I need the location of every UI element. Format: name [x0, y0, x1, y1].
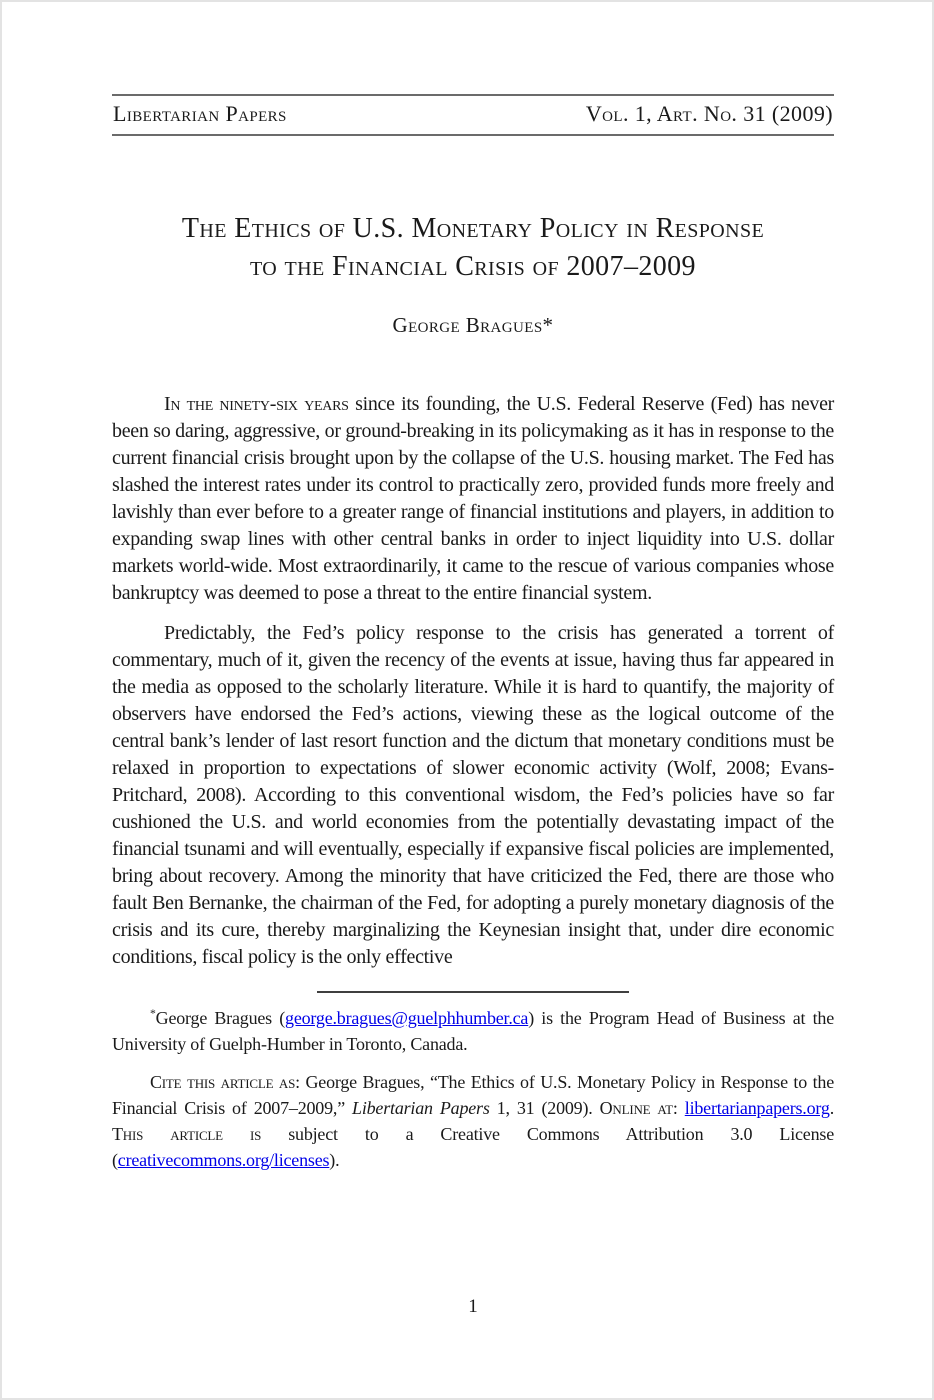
text-run: This article is	[112, 1124, 262, 1144]
volume-info: Vol. 1, Art. No. 31 (2009)	[585, 101, 833, 126]
hyperlink[interactable]: creativecommons.org/licenses	[117, 1150, 330, 1170]
text-run: since its founding, the U.S. Federal Reserve (Fed) has never been so daring, aggressive, or ground-breaking in its policymaking as it has in response to the current financial crisis brought upon by the collapse of the U.S. housing market. The Fed has slashed the interest rates under its control to practically zero, provided funds more freely and lavishly than ever before to a greater range of financial institutions and players, in addition to expanding swap lines with other central banks in order to inject liquidity into U.S. dollar markets world-wide. Most extraordinarily, it came to the rescue of various companies whose bankruptcy was deemed to pose a threat to the entire financial system.	[112, 393, 835, 604]
author-name: George Bragues*	[392, 313, 554, 337]
footnote-citation-note	[112, 1069, 834, 1173]
text-run: Online at	[599, 1098, 673, 1118]
text-run: Libertarian Papers	[352, 1098, 490, 1118]
page-number: 1	[468, 1296, 478, 1317]
journal-name: Libertarian Papers	[113, 101, 287, 126]
paragraph	[112, 391, 834, 607]
article-body	[112, 391, 834, 971]
text-run: *	[150, 1007, 156, 1020]
text-run: Cite this article as	[150, 1072, 296, 1092]
hyperlink[interactable]: george.bragues@guelphhumber.ca	[285, 1008, 529, 1028]
text-run: :	[672, 1098, 685, 1118]
page-content	[112, 2, 834, 1173]
text-run: In the ninety-six years	[164, 393, 349, 415]
text-run: Predictably, the Fed’s policy response to the crisis has generated a torrent of commentary, much of it, given the recency of the events at issue, having thus far appeared in the media as opposed to the scholarly literature. While it is hard to quantify, the majority of observers have endorsed the Fed’s actions, viewing these as the logical outcome of the central bank’s lender of last resort function and the dictum that monetary conditions must be relaxed in proportion to expectations of slower economic activity (Wolf, 2008; Evans-Pritchard, 2008). According to this conventional wisdom, the Fed’s policies have so far cushioned the U.S. and world economies from the potentially devastating impact of the financial tsunami and will eventually, especially if expansive fiscal policies are implemented, bring about recovery. Among the minority that have criticized the Fed, there are those who fault Ben Bernanke, the chairman of the Fed, for adopting a purely monetary diagnosis of the crisis and its cure, thereby marginalizing the Keynesian insight that, under dire economic conditions, fiscal policy is the only effective	[112, 622, 834, 968]
paragraph	[112, 620, 834, 971]
text-run: : George Bragues, “The Ethics of U.S. Monetary Policy in Response to the Financial Crisis of 2007–2009,”	[112, 1072, 834, 1118]
text-run: George Bragues (	[155, 1008, 286, 1028]
article-title	[112, 210, 834, 286]
article-title-line-1: The Ethics of U.S. Monetary Policy in Response	[181, 213, 765, 244]
hyperlink[interactable]: libertarianpapers.org	[684, 1098, 830, 1118]
text-run: ).	[329, 1150, 340, 1170]
text-run: subject to a Creative Commons Attribution 3.0 License (	[112, 1124, 834, 1170]
text-run: ) is the Program Head of Business at the University of Guelph-Humber in Toronto, Canada.	[112, 1008, 834, 1054]
footnote-author-note	[112, 1005, 834, 1057]
article-title-line-2: to the Financial Crisis of 2007–2009	[250, 251, 696, 282]
journal-header	[112, 94, 834, 136]
text-run: .	[829, 1098, 834, 1118]
footnotes-section	[112, 1005, 834, 1173]
footnote-separator	[317, 991, 629, 993]
text-run: 1, 31 (2009).	[489, 1098, 600, 1118]
